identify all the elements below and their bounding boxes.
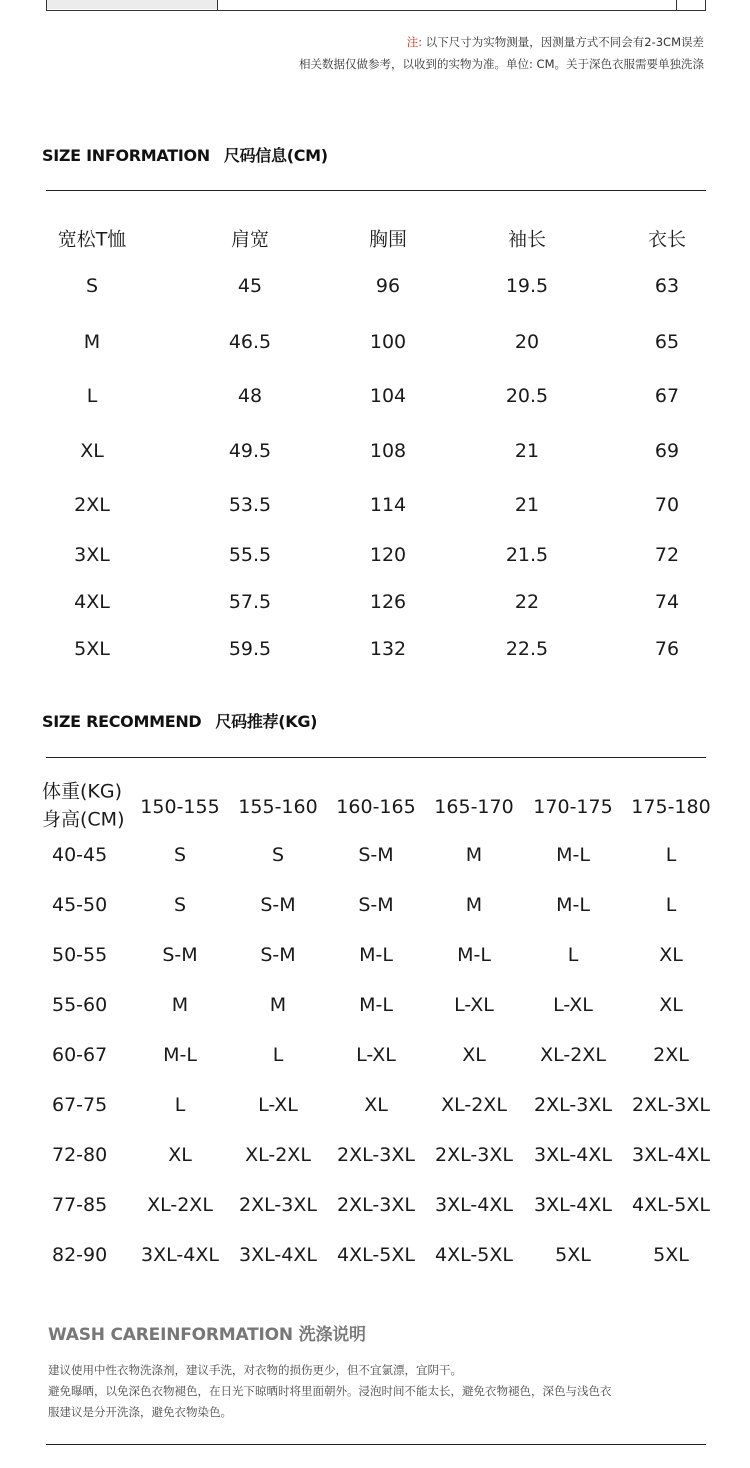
size-info-cell: 4XL <box>74 591 110 613</box>
size-info-cell: L <box>86 385 98 407</box>
recommended-size-cell: XL-2XL <box>147 1194 213 1216</box>
recommended-size-cell: M <box>465 844 483 866</box>
recommended-size-cell: 2XL-3XL <box>435 1144 513 1166</box>
recommended-size-cell: 4XL-5XL <box>435 1244 513 1266</box>
size-info-cell: 20 <box>514 331 540 353</box>
recommended-size-cell: M-L <box>457 944 491 966</box>
height-range-header: 175-180 <box>631 796 711 818</box>
weight-range-cell: 45-50 <box>52 894 108 916</box>
recommended-size-cell: S-M <box>162 944 198 966</box>
recommended-size-cell: M-L <box>163 1044 197 1066</box>
recommended-size-cell: 3XL-4XL <box>632 1144 710 1166</box>
recommended-size-cell: 4XL-5XL <box>337 1244 415 1266</box>
size-info-cell: 70 <box>654 494 680 516</box>
recommended-size-cell: XL <box>168 1144 192 1166</box>
size-info-header-cell: 肩宽 <box>230 228 270 251</box>
height-range-header: 165-170 <box>434 796 514 818</box>
recommended-size-cell: M <box>269 994 287 1016</box>
height-range-header: 155-160 <box>238 796 318 818</box>
recommended-size-cell: 3XL-4XL <box>239 1244 317 1266</box>
wash-care-title: WASH CAREINFORMATION 洗涤说明 <box>48 1325 366 1345</box>
size-info-cell: 2XL <box>74 494 110 516</box>
weight-range-cell: 60-67 <box>52 1044 108 1066</box>
size-recommend-title-en: SIZE RECOMMEND <box>42 712 202 731</box>
weight-range-cell: 67-75 <box>52 1094 108 1116</box>
weight-label: 体重(KG) <box>42 780 123 803</box>
size-info-header-cell: 衣长 <box>647 228 687 251</box>
measurement-note-line-1 <box>407 34 704 50</box>
size-info-header-cell: 宽松T恤 <box>57 228 127 251</box>
recommended-size-cell: 3XL-4XL <box>534 1144 612 1166</box>
size-info-cell: M <box>83 331 101 353</box>
recommended-size-cell: S-M <box>260 894 296 916</box>
weight-range-cell: 82-90 <box>52 1244 108 1266</box>
wash-care-line: 避免曝晒，以免深色衣物褪色，在日光下晾晒时将里面朝外。浸泡时间不能太长，避免衣物褪色，深色与浅色衣 <box>48 1384 612 1398</box>
size-recommend-divider <box>46 757 706 758</box>
size-info-header-cell: 袖长 <box>507 228 547 251</box>
recommended-size-cell: 2XL-3XL <box>337 1144 415 1166</box>
size-info-cell: 120 <box>369 544 407 566</box>
size-info-cell: 63 <box>654 275 680 297</box>
size-info-cell: 22 <box>514 591 540 613</box>
size-info-cell: 21.5 <box>505 544 549 566</box>
recommended-size-cell: XL <box>364 1094 388 1116</box>
recommended-size-cell: M-L <box>556 844 590 866</box>
size-info-header-cell: 胸围 <box>368 228 408 251</box>
recommended-size-cell: 2XL-3XL <box>239 1194 317 1216</box>
size-recommend-title <box>42 709 317 732</box>
height-label: 身高(CM) <box>42 808 125 831</box>
recommended-size-cell: M <box>465 894 483 916</box>
recommended-size-cell: 5XL <box>555 1244 591 1266</box>
size-info-cell: 49.5 <box>228 440 272 462</box>
size-info-cell: 74 <box>654 591 680 613</box>
weight-range-cell: 55-60 <box>52 994 108 1016</box>
recommended-size-cell: S <box>271 844 285 866</box>
size-info-cell: XL <box>80 440 104 462</box>
recommended-size-cell: S-M <box>358 894 394 916</box>
wash-care-line: 服建议是分开洗涤，避免衣物染色。 <box>48 1405 232 1419</box>
recommended-size-cell: M-L <box>359 944 393 966</box>
recommended-size-cell: M-L <box>359 994 393 1016</box>
size-info-cell: 65 <box>654 331 680 353</box>
size-info-cell: 72 <box>654 544 680 566</box>
recommended-size-cell: XL <box>659 944 683 966</box>
recommended-size-cell: L <box>665 844 677 866</box>
recommended-size-cell: XL-2XL <box>245 1144 311 1166</box>
size-info-cell: 59.5 <box>228 638 272 660</box>
recommended-size-cell: 4XL-5XL <box>632 1194 710 1216</box>
size-info-cell: 5XL <box>74 638 110 660</box>
size-info-cell: 132 <box>369 638 407 660</box>
size-info-cell: 57.5 <box>228 591 272 613</box>
size-information-title <box>42 143 328 166</box>
weight-range-cell: 50-55 <box>52 944 108 966</box>
size-info-cell: 46.5 <box>228 331 272 353</box>
recommended-size-cell: L <box>567 944 579 966</box>
recommended-size-cell: 2XL-3XL <box>534 1094 612 1116</box>
recommended-size-cell: L <box>665 894 677 916</box>
recommended-size-cell: XL <box>462 1044 486 1066</box>
recommended-size-cell: XL-2XL <box>441 1094 507 1116</box>
size-information-title-en: SIZE INFORMATION <box>42 146 210 165</box>
weight-range-cell: 77-85 <box>52 1194 108 1216</box>
top-table-divider <box>217 0 218 10</box>
measurement-note-line-2: 相关数据仅做参考，以收到的实物为准。单位: CM。关于深色衣服需要单独洗涤 <box>299 57 704 71</box>
top-table-divider <box>676 0 677 10</box>
size-information-divider <box>46 190 706 191</box>
size-info-cell: 19.5 <box>505 275 549 297</box>
size-recommend-title-zh: 尺码推荐(KG) <box>215 712 318 731</box>
size-info-cell: 55.5 <box>228 544 272 566</box>
size-info-cell: 3XL <box>74 544 110 566</box>
recommended-size-cell: L-XL <box>356 1044 396 1066</box>
height-range-header: 160-165 <box>336 796 416 818</box>
size-info-cell: 100 <box>369 331 407 353</box>
size-info-cell: 108 <box>369 440 407 462</box>
recommended-size-cell: L-XL <box>258 1094 298 1116</box>
recommended-size-cell: L-XL <box>454 994 494 1016</box>
size-info-cell: 76 <box>654 638 680 660</box>
wash-care-text <box>48 1360 708 1423</box>
top-table-cell <box>47 0 217 9</box>
recommended-size-cell: 5XL <box>653 1244 689 1266</box>
height-range-header: 170-175 <box>533 796 613 818</box>
recommended-size-cell: S-M <box>358 844 394 866</box>
recommended-size-cell: L <box>272 1044 284 1066</box>
size-info-cell: 21 <box>514 494 540 516</box>
size-info-cell: 48 <box>237 385 263 407</box>
weight-range-cell: 72-80 <box>52 1144 108 1166</box>
recommended-size-cell: 3XL-4XL <box>141 1244 219 1266</box>
size-info-cell: 69 <box>654 440 680 462</box>
recommended-size-cell: S <box>173 844 187 866</box>
size-info-cell: 20.5 <box>505 385 549 407</box>
size-information-title-zh: 尺码信息(CM) <box>223 146 328 165</box>
size-info-cell: 53.5 <box>228 494 272 516</box>
recommended-size-cell: S <box>173 894 187 916</box>
recommended-size-cell: XL <box>659 994 683 1016</box>
recommended-size-cell: S-M <box>260 944 296 966</box>
size-info-cell: 126 <box>369 591 407 613</box>
recommended-size-cell: 2XL-3XL <box>337 1194 415 1216</box>
recommended-size-cell: 2XL-3XL <box>632 1094 710 1116</box>
size-info-cell: 22.5 <box>505 638 549 660</box>
recommended-size-cell: M <box>171 994 189 1016</box>
recommended-size-cell: 3XL-4XL <box>534 1194 612 1216</box>
wash-care-line: 建议使用中性衣物洗涤剂，建议手洗，对衣物的损伤更少，但不宜氯漂，宜阴干。 <box>48 1363 462 1377</box>
bottom-divider <box>46 1444 706 1445</box>
recommended-size-cell: L-XL <box>553 994 593 1016</box>
size-info-cell: S <box>85 275 99 297</box>
size-info-cell: 114 <box>369 494 407 516</box>
height-range-header: 150-155 <box>140 796 220 818</box>
size-info-cell: 67 <box>654 385 680 407</box>
note-text-1: 以下尺寸为实物测量，因测量方式不同会有2-3CM误差 <box>425 35 704 49</box>
size-info-cell: 96 <box>375 275 401 297</box>
top-table-frame <box>46 0 706 11</box>
size-info-cell: 45 <box>237 275 263 297</box>
weight-range-cell: 40-45 <box>52 844 108 866</box>
recommended-size-cell: L <box>174 1094 186 1116</box>
recommended-size-cell: 3XL-4XL <box>435 1194 513 1216</box>
recommended-size-cell: XL-2XL <box>540 1044 606 1066</box>
note-prefix: 注: <box>406 35 423 49</box>
recommended-size-cell: M-L <box>556 894 590 916</box>
recommended-size-cell: 2XL <box>653 1044 689 1066</box>
size-info-cell: 104 <box>369 385 407 407</box>
size-info-cell: 21 <box>514 440 540 462</box>
